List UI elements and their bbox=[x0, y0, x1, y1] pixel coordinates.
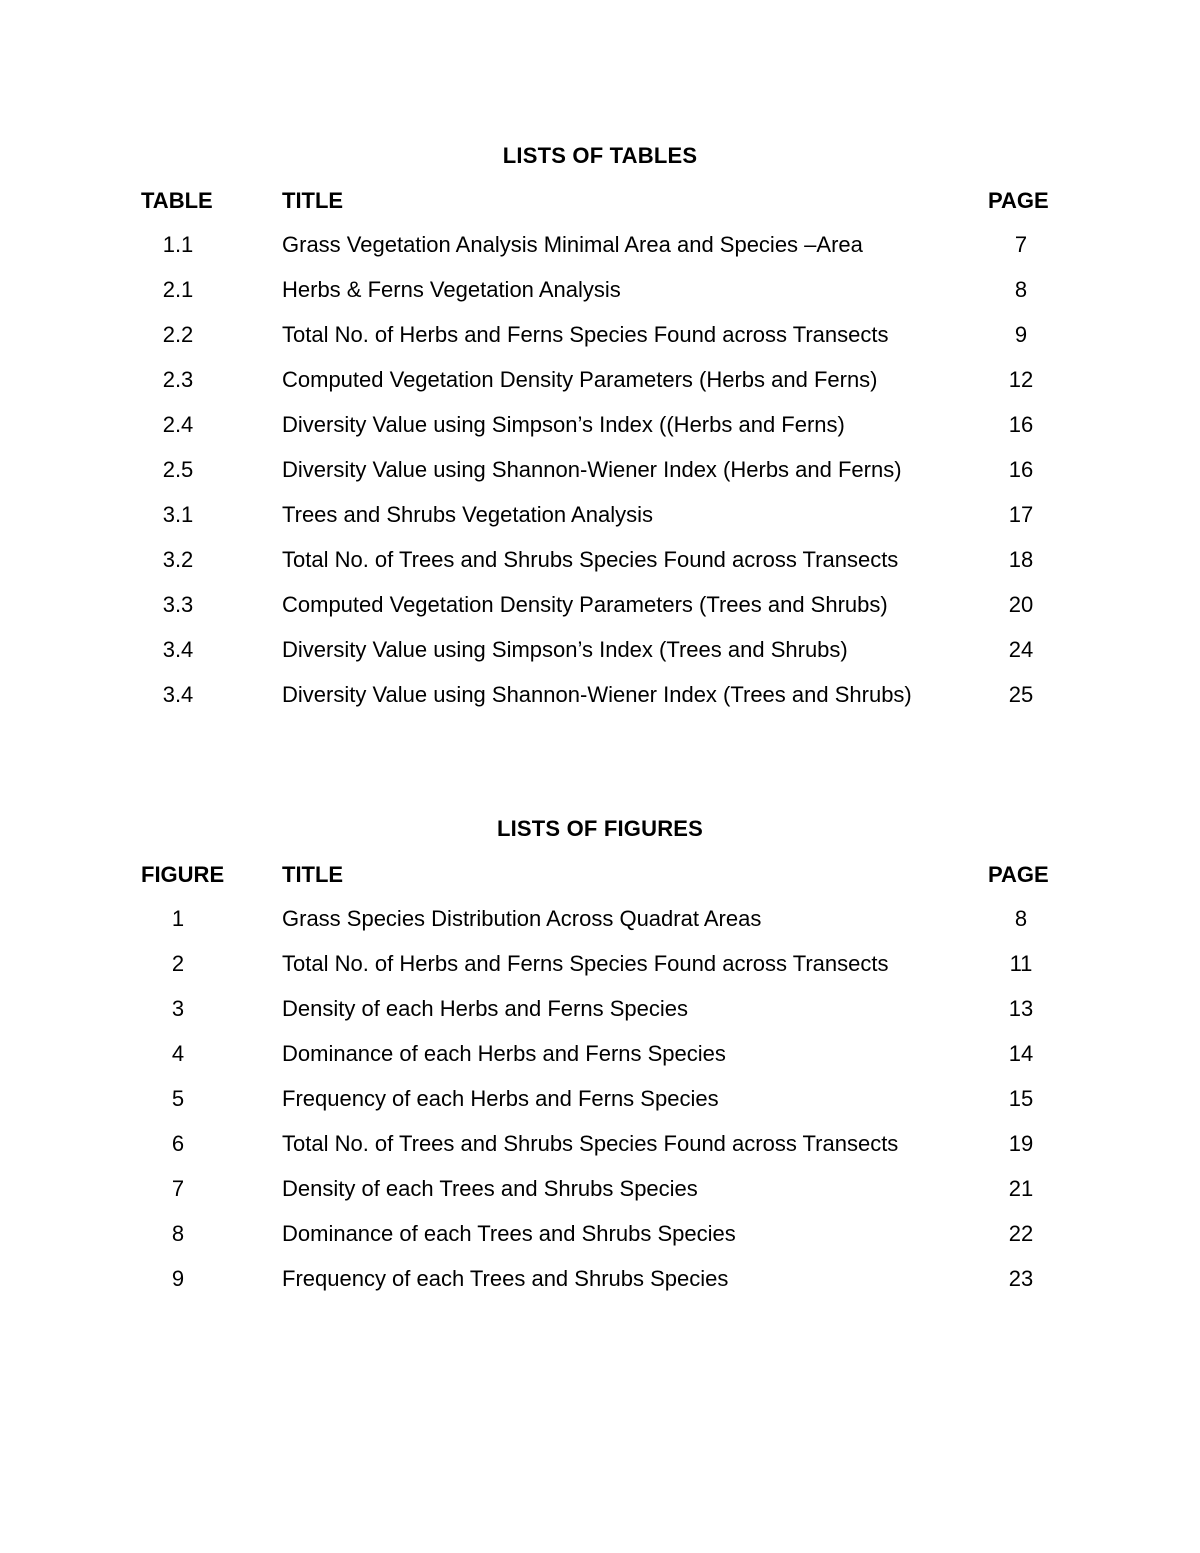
tables-col-title-header: TITLE bbox=[282, 188, 344, 213]
table-title: Diversity Value using Shannon-Wiener Index (Herbs and Ferns) bbox=[282, 457, 902, 482]
figure-title: Total No. of Herbs and Ferns Species Found across Transects bbox=[282, 951, 889, 976]
figure-page-number: 13 bbox=[1008, 996, 1034, 1021]
table-number: 1.1 bbox=[162, 232, 194, 257]
figure-page-number: 14 bbox=[1008, 1041, 1034, 1066]
figure-entry-row bbox=[0, 996, 1200, 1041]
table-number: 3.1 bbox=[162, 502, 194, 527]
figures-list bbox=[0, 906, 1200, 1311]
figure-number: 8 bbox=[171, 1221, 185, 1246]
figure-page-number: 8 bbox=[1014, 906, 1028, 931]
table-entry-row bbox=[0, 592, 1200, 637]
figure-page-number: 23 bbox=[1008, 1266, 1034, 1291]
table-page-number: 18 bbox=[1008, 547, 1034, 572]
figure-entry-row bbox=[0, 951, 1200, 996]
table-entry-row bbox=[0, 682, 1200, 727]
table-title: Computed Vegetation Density Parameters (Trees and Shrubs) bbox=[282, 592, 888, 617]
table-entry-row bbox=[0, 277, 1200, 322]
table-number: 3.4 bbox=[162, 682, 194, 707]
table-number: 3.3 bbox=[162, 592, 194, 617]
table-page-number: 17 bbox=[1008, 502, 1034, 527]
figure-entry-row bbox=[0, 1131, 1200, 1176]
table-entry-row bbox=[0, 412, 1200, 457]
figure-entry-row bbox=[0, 1266, 1200, 1311]
figure-entry-row bbox=[0, 1086, 1200, 1131]
figures-heading: LISTS OF FIGURES bbox=[496, 816, 704, 841]
table-number: 3.4 bbox=[162, 637, 194, 662]
figure-number: 7 bbox=[171, 1176, 185, 1201]
table-number: 2.4 bbox=[162, 412, 194, 437]
table-number: 3.2 bbox=[162, 547, 194, 572]
figure-number: 4 bbox=[171, 1041, 185, 1066]
table-entry-row bbox=[0, 502, 1200, 547]
tables-col-number-header: TABLE bbox=[141, 188, 213, 213]
figure-title: Dominance of each Trees and Shrubs Species bbox=[282, 1221, 736, 1246]
table-entry-row bbox=[0, 457, 1200, 502]
table-number: 2.1 bbox=[162, 277, 194, 302]
table-entry-row bbox=[0, 322, 1200, 367]
table-number: 2.2 bbox=[162, 322, 194, 347]
table-title: Grass Vegetation Analysis Minimal Area and Species –Area bbox=[282, 232, 863, 257]
figure-page-number: 19 bbox=[1008, 1131, 1034, 1156]
table-title: Total No. of Trees and Shrubs Species Found across Transects bbox=[282, 547, 899, 572]
figure-entry-row bbox=[0, 906, 1200, 951]
figure-number: 5 bbox=[171, 1086, 185, 1111]
figure-title: Frequency of each Trees and Shrubs Species bbox=[282, 1266, 729, 1291]
table-page-number: 24 bbox=[1008, 637, 1034, 662]
table-page-number: 16 bbox=[1008, 412, 1034, 437]
table-title: Diversity Value using Shannon-Wiener Index (Trees and Shrubs) bbox=[282, 682, 912, 707]
table-page-number: 16 bbox=[1008, 457, 1034, 482]
table-number: 2.5 bbox=[162, 457, 194, 482]
tables-list bbox=[0, 232, 1200, 727]
table-number: 2.3 bbox=[162, 367, 194, 392]
table-page-number: 9 bbox=[1014, 322, 1028, 347]
table-title: Diversity Value using Simpson’s Index ((Herbs and Ferns) bbox=[282, 412, 845, 437]
figure-title: Grass Species Distribution Across Quadrat Areas bbox=[282, 906, 762, 931]
figure-page-number: 11 bbox=[1009, 951, 1033, 976]
figure-number: 9 bbox=[171, 1266, 185, 1291]
table-page-number: 7 bbox=[1014, 232, 1028, 257]
table-entry-row bbox=[0, 547, 1200, 592]
figures-col-page-header: PAGE bbox=[988, 862, 1049, 887]
figure-entry-row bbox=[0, 1041, 1200, 1086]
table-title: Total No. of Herbs and Ferns Species Found across Transects bbox=[282, 322, 889, 347]
table-title: Computed Vegetation Density Parameters (Herbs and Ferns) bbox=[282, 367, 878, 392]
table-title: Herbs & Ferns Vegetation Analysis bbox=[282, 277, 621, 302]
figure-entry-row bbox=[0, 1176, 1200, 1221]
figures-col-title-header: TITLE bbox=[282, 862, 344, 887]
figure-number: 2 bbox=[171, 951, 185, 976]
figure-entry-row bbox=[0, 1221, 1200, 1266]
figure-title: Density of each Trees and Shrubs Species bbox=[282, 1176, 698, 1201]
figure-title: Frequency of each Herbs and Ferns Species bbox=[282, 1086, 719, 1111]
table-page-number: 25 bbox=[1008, 682, 1034, 707]
table-entry-row bbox=[0, 232, 1200, 277]
tables-col-page-header: PAGE bbox=[988, 188, 1049, 213]
table-title: Diversity Value using Simpson’s Index (Trees and Shrubs) bbox=[282, 637, 848, 662]
table-entry-row bbox=[0, 637, 1200, 682]
figure-number: 6 bbox=[171, 1131, 185, 1156]
figure-page-number: 21 bbox=[1008, 1176, 1034, 1201]
tables-heading: LISTS OF TABLES bbox=[502, 143, 698, 168]
figure-page-number: 15 bbox=[1008, 1086, 1034, 1111]
figure-number: 3 bbox=[171, 996, 185, 1021]
table-page-number: 20 bbox=[1008, 592, 1034, 617]
figure-number: 1 bbox=[171, 906, 185, 931]
table-entry-row bbox=[0, 367, 1200, 412]
figure-title: Density of each Herbs and Ferns Species bbox=[282, 996, 688, 1021]
figure-title: Dominance of each Herbs and Ferns Species bbox=[282, 1041, 726, 1066]
figure-page-number: 22 bbox=[1008, 1221, 1034, 1246]
figure-title: Total No. of Trees and Shrubs Species Found across Transects bbox=[282, 1131, 899, 1156]
figures-col-number-header: FIGURE bbox=[141, 862, 225, 887]
table-title: Trees and Shrubs Vegetation Analysis bbox=[282, 502, 653, 527]
table-page-number: 8 bbox=[1014, 277, 1028, 302]
table-page-number: 12 bbox=[1008, 367, 1034, 392]
